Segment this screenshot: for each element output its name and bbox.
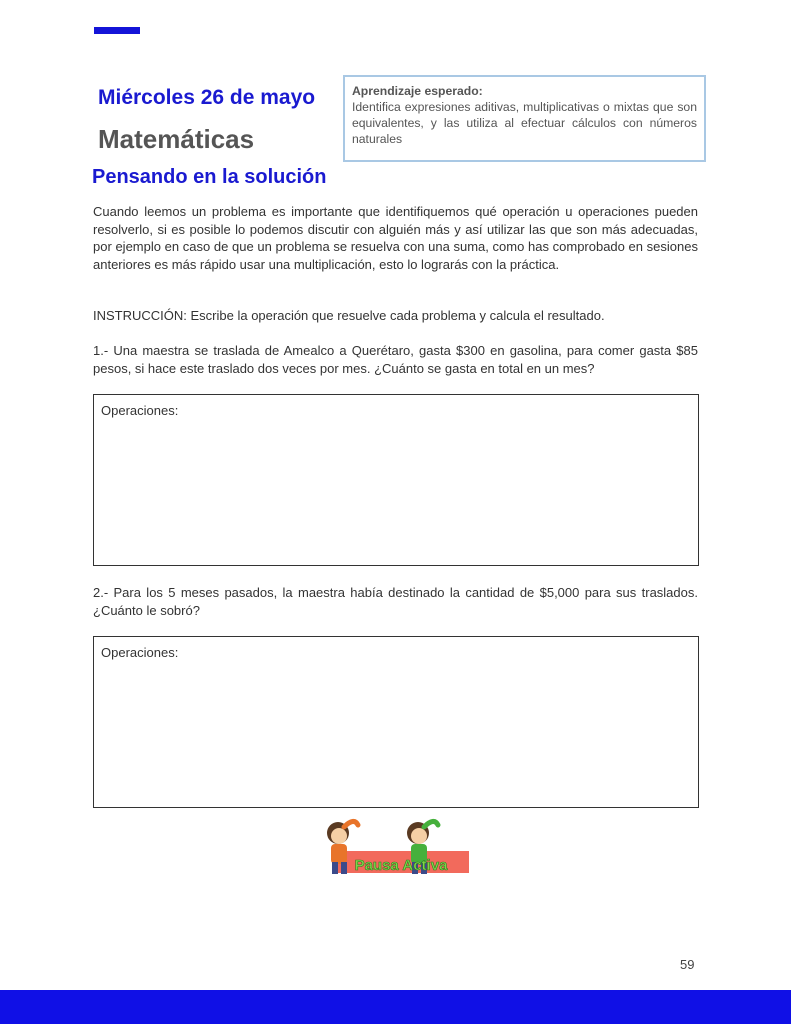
- top-accent-bar: [94, 27, 140, 34]
- answer-box-2[interactable]: [93, 636, 699, 808]
- pause-activa-illustration: [318, 815, 473, 880]
- intro-paragraph: Cuando leemos un problema es importante que identifiquemos qué operación u operaciones pueden resolverlo, si es posible lo podemos discutir con alguién más y así utilizar las que son más adecuadas, por ejemplo en caso de que un problema se resuelva con una suma, como has comprobado en sesiones anteriores es más rápido usar una multiplicación, esto lo lograrás con la práctica.: [93, 204, 698, 272]
- section-title: Pensando en la solución: [92, 166, 327, 188]
- subject-heading: Matemáticas: [98, 124, 255, 154]
- learning-objective-box: [343, 75, 706, 162]
- problem-2-text: 2.- Para los 5 meses pasados, la maestra había destinado la cantidad de $5,000 para sus traslados. ¿Cuánto le sobró?: [93, 585, 698, 618]
- bottom-accent-bar: [0, 990, 791, 1024]
- learning-objective-text: Identifica expresiones aditivas, multiplicativas o mixtas que son equivalentes, y las utiliza al efectuar cálculos con números naturales: [352, 100, 697, 146]
- answer-box-1-label: Operaciones:: [101, 403, 179, 418]
- problem-1-text: 1.- Una maestra se traslada de Amealco a Querétaro, gasta $300 en gasolina, para comer gasta $85 pesos, si hace este traslado dos veces por mes. ¿Cuánto se gasta en total en un mes?: [93, 343, 698, 376]
- answer-box-1[interactable]: [93, 394, 699, 566]
- page-number: 59: [680, 957, 695, 972]
- date-heading: Miércoles 26 de mayo: [98, 86, 316, 109]
- answer-box-2-label: Operaciones:: [101, 645, 179, 660]
- pause-banner-text: Pausa Activa: [354, 857, 448, 874]
- learning-objective-heading: Aprendizaje esperado:: [352, 84, 483, 98]
- instruction-paragraph: INSTRUCCIÓN: Escribe la operación que resuelve cada problema y calcula el resultado.: [93, 308, 605, 323]
